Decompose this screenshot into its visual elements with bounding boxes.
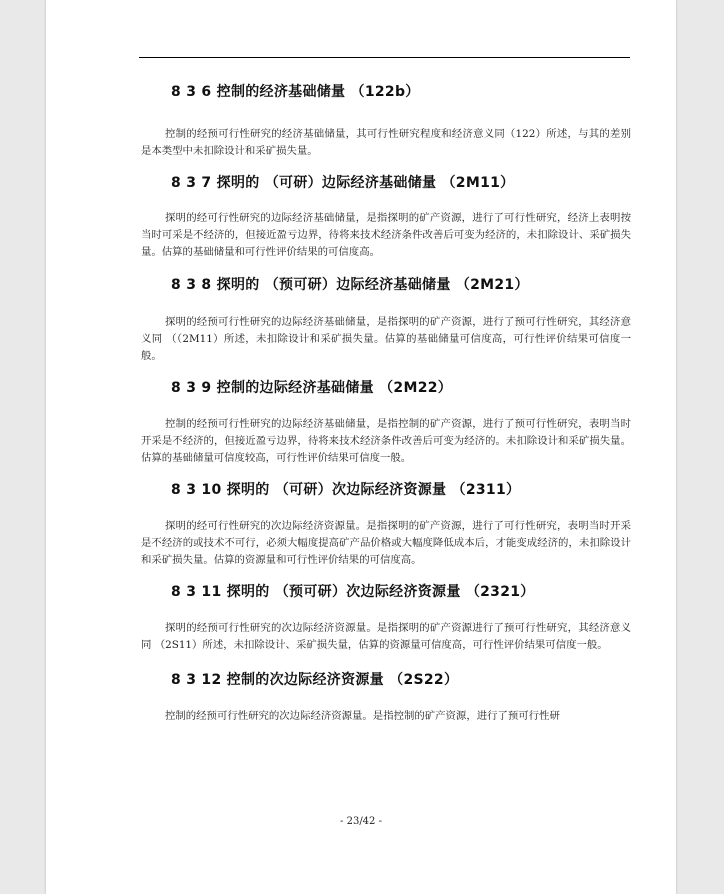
page-content xyxy=(141,82,631,725)
section-paragraph: 控制的经预可行性研究的经济基础储量，其可行性研究程度和经济意义同（122）所述，与其的差别是本类型中未扣除设计和采矿损失量。 xyxy=(141,128,631,157)
section-837 xyxy=(141,173,631,261)
header-rule xyxy=(139,57,630,58)
document-page xyxy=(46,0,676,894)
section-838 xyxy=(141,275,631,365)
section-heading: 8 3 11 探明的 （预可研）次边际经济资源量 （2321） xyxy=(171,584,535,600)
page-number: - 23/42 - xyxy=(340,816,382,827)
section-8310 xyxy=(141,480,631,569)
section-paragraph: 控制的经预可行性研究的边际经济基础储量，是指控制的矿产资源，进行了预可行性研究，表明当时开采是不经济的，但接近盈亏边界，待将来技术经济条件改善后可变为经济的。未扣除设计和采矿损失量。估算的基础储量可信度较高，可行性评价结果可信度一般。 xyxy=(141,418,631,464)
section-839 xyxy=(141,378,631,467)
section-heading: 8 3 12 控制的次边际经济资源量 （2S22） xyxy=(171,672,459,688)
section-heading: 8 3 9 控制的边际经济基础储量 （2M22） xyxy=(171,380,453,396)
section-heading: 8 3 7 探明的 （可研）边际经济基础储量 （2M11） xyxy=(171,175,515,191)
section-heading: 8 3 6 控制的经济基础储量 （122b） xyxy=(171,84,420,100)
section-paragraph: 探明的经可行性研究的次边际经济资源量。是指探明的矿产资源，进行了可行性研究，表明当时开采是不经济的或技术不可行，必须大幅度提高矿产品价格或大幅度降低成本后，才能变成经济的，未扣除设计和采矿损失量。估算的资源量和可行性评价结果的可信度高。 xyxy=(141,520,631,566)
section-paragraph: 控制的经预可行性研究的次边际经济资源量。是指控制的矿产资源，进行了预可行性研 xyxy=(165,710,560,722)
section-paragraph: 探明的经预可行性研究的次边际经济资源量。是指探明的矿产资源进行了预可行性研究，其经济意义同 （2S11）所述，未扣除设计、采矿损失量，估算的资源量可信度高，可行性评价结果可信度一般。 xyxy=(141,622,631,651)
section-paragraph: 探明的经可行性研究的边际经济基础储量，是指探明的矿产资源，进行了可行性研究，经济上表明按当时可采是不经济的，但接近盈亏边界，待将来技术经济条件改善后可变为经济的，未扣除设计、采矿损失量。估算的基础储量和可行性评价结果的可信度高。 xyxy=(141,212,631,258)
section-heading: 8 3 10 探明的 （可研）次边际经济资源量 （2311） xyxy=(171,482,521,498)
section-heading: 8 3 8 探明的 （预可研）边际经济基础储量 （2M21） xyxy=(171,277,529,293)
section-paragraph: 探明的经预可行性研究的边际经济基础储量，是指探明的矿产资源，进行了预可行性研究，其经济意义同 （（2M11）所述，未扣除设计和采矿损失量。估算的基础储量可信度高，可行性评价结果可信度一般。 xyxy=(141,316,631,362)
section-836 xyxy=(141,82,631,160)
section-8311 xyxy=(141,582,631,654)
section-8312 xyxy=(141,670,631,725)
